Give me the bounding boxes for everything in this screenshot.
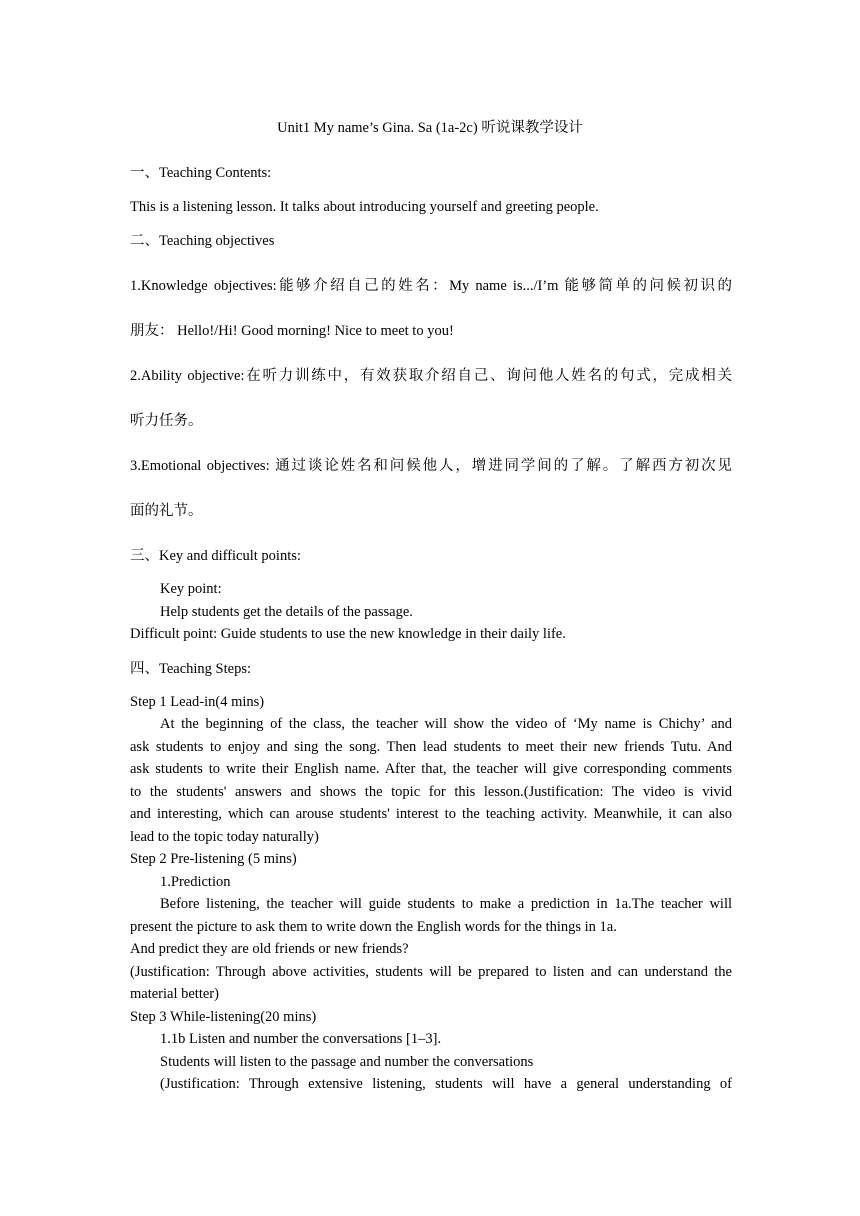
step2-line: (Justification: Through above activities, students will be prepared to listen and can understand the <box>130 964 732 980</box>
ability-objective-line-1: 2.Ability objective:在听力训练中，有效获取介绍自己、询问他人姓名的句式，完成相关 <box>130 368 732 384</box>
key-point-text: Help students get the details of the passage. <box>160 604 413 620</box>
step3-line: Students will listen to the passage and number the conversations <box>160 1054 534 1070</box>
knowledge-objective-line-2: 朋友： Hello!/Hi! Good morning! Nice to meet to you! <box>130 323 454 339</box>
key-point-label: Key point: <box>160 581 222 597</box>
step2-line: material better) <box>130 986 219 1002</box>
section-heading-objectives: 二、Teaching objectives <box>130 233 275 249</box>
step1-line: At the beginning of the class, the teacher will show the video of ‘My name is Chichy’ and <box>160 716 732 732</box>
step1-line: ask students to write their English name. After that, the teacher will give corresponding comments <box>130 761 732 777</box>
step1-title: Step 1 Lead-in(4 mins) <box>130 694 265 710</box>
contents-text: This is a listening lesson. It talks about introducing yourself and greeting people. <box>130 199 599 215</box>
emotional-objective-line-1: 3.Emotional objectives: 通过谈论姓名和问候他人，增进同学间的了解。了解西方初次见 <box>130 458 732 474</box>
document-title: Unit1 My name’s Gina. Sa (1a-2c) 听说课教学设计 <box>277 120 583 136</box>
knowledge-objective-line-1: 1.Knowledge objectives:能够介绍自己的姓名：My name is.../I’m 能够简单的问候初识的 <box>130 278 732 294</box>
step3-title: Step 3 While-listening(20 mins) <box>130 1009 317 1025</box>
step2-title: Step 2 Pre-listening (5 mins) <box>130 851 297 867</box>
section-heading-steps: 四、Teaching Steps: <box>130 661 252 677</box>
step3-subheading: 1.1b Listen and number the conversations [1–3]. <box>160 1031 442 1047</box>
step1-line: to the students' answers and shows the topic for this lesson.(Justification: The video is vivid <box>130 784 732 800</box>
step2-subheading: 1.Prediction <box>160 874 231 890</box>
step2-line: And predict they are old friends or new friends? <box>130 941 409 957</box>
ability-objective-line-2: 听力任务。 <box>130 413 203 429</box>
section-heading-key-points: 三、Key and difficult points: <box>130 548 301 564</box>
step1-line: ask students to enjoy and sing the song. Then lead students to meet their new friends Tutu. And <box>130 739 732 755</box>
step2-line: Before listening, the teacher will guide students to make a prediction in 1a.The teacher will <box>160 896 732 912</box>
emotional-objective-line-2: 面的礼节。 <box>130 503 203 519</box>
difficult-point: Difficult point: Guide students to use the new knowledge in their daily life. <box>130 626 566 642</box>
section-heading-contents: 一、Teaching Contents: <box>130 165 272 181</box>
step1-line: and interesting, which can arouse students' interest to the teaching activity. Meanwhile, it can also <box>130 806 732 822</box>
step2-line: present the picture to ask them to write down the English words for the things in 1a. <box>130 919 617 935</box>
step1-line: lead to the topic today naturally) <box>130 829 319 845</box>
step3-line: (Justification: Through extensive listening, students will have a general understanding of <box>160 1076 732 1092</box>
